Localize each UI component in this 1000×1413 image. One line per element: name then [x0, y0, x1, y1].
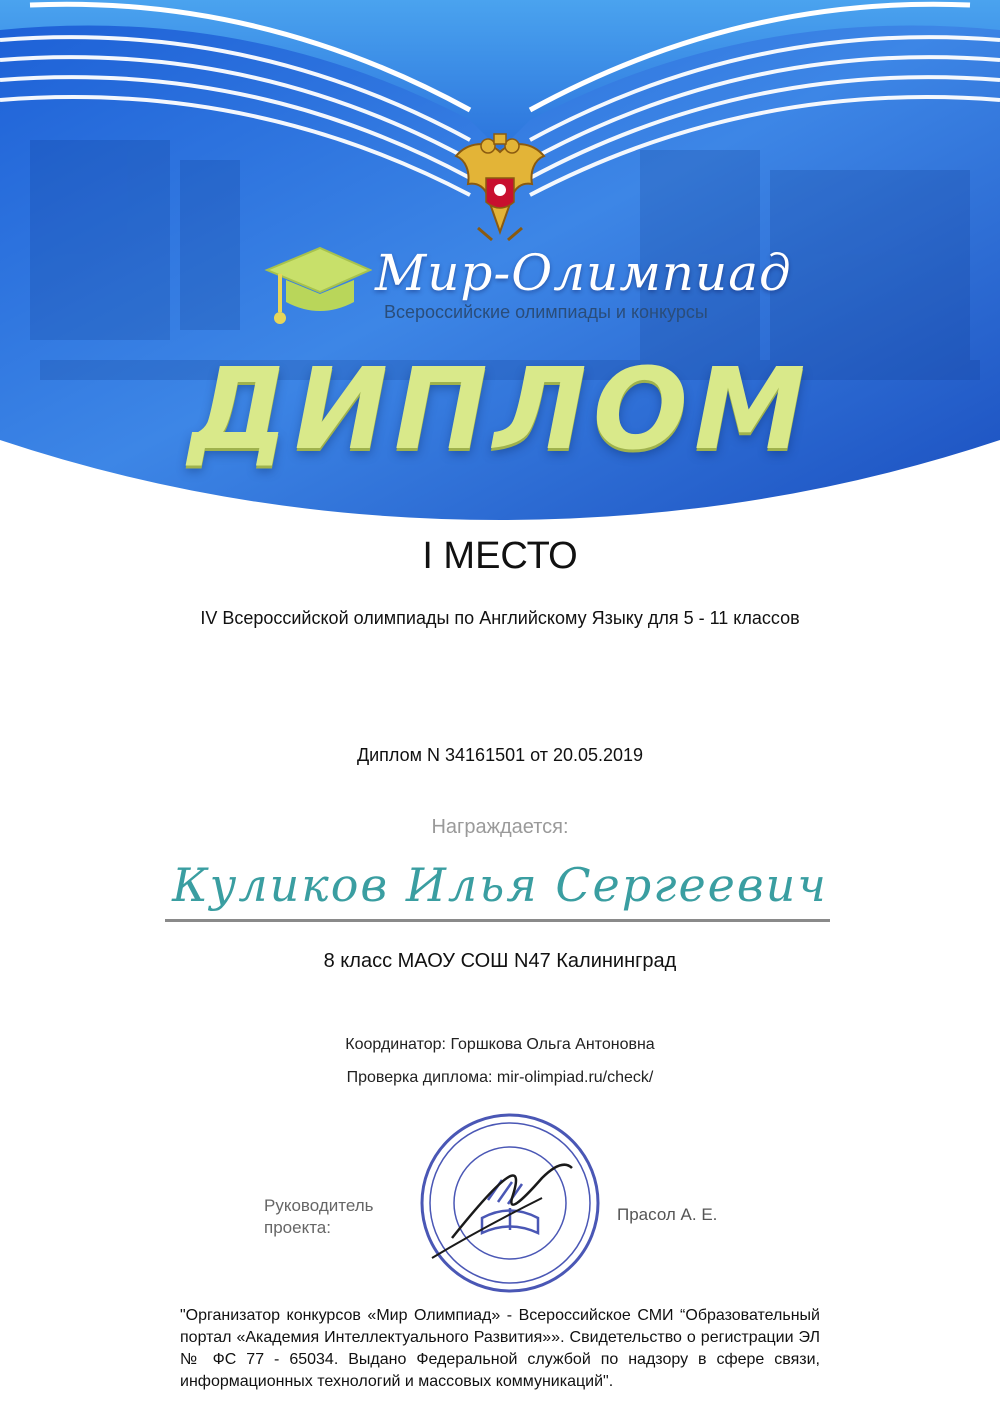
place-heading: I МЕСТО — [422, 535, 578, 577]
graduation-cap-icon — [262, 240, 372, 335]
footer-legal-text: "Организатор конкурсов «Мир Олимпиад» - Всероссийское СМИ “Образовательный портал «Академия Интеллектуального Развития»». Свидетельство о регистрации ЭЛ № ФС 77 - 65034. Выдано Федеральной службой по надзору в сфере связи, информационных технологий и массовых коммуникаций". — [180, 1307, 820, 1390]
school-info: 8 класс МАОУ СОШ N47 Калининград — [323, 950, 677, 972]
leader-name: Прасол А. Е. — [617, 1205, 718, 1224]
olympiad-description: IV Всероссийской олимпиады по Английскому Языку для 5 - 11 классов — [200, 608, 800, 628]
diploma-number: Диплом N 34161501 от 20.05.2019 — [356, 745, 644, 765]
coat-of-arms-icon — [448, 132, 552, 248]
recipient-name: Куликов Илья Сергеевич — [172, 858, 828, 912]
leader-label: Руководитель проекта: — [264, 1196, 374, 1237]
name-underline — [165, 919, 830, 922]
diploma-title: ДИПЛОМ — [188, 345, 812, 475]
brand-tagline: Всероссийские олимпиады и конкурсы — [384, 302, 708, 322]
coordinator: Координатор: Горшкова Ольга Антоновна — [345, 1036, 655, 1053]
stamp-seal — [412, 1108, 608, 1298]
awarded-label: Награждается: — [431, 816, 569, 838]
diploma-check-link: Проверка диплома: mir-olimpiad.ru/check/ — [346, 1069, 654, 1086]
brand-name: Мир-Олимпиад — [375, 244, 792, 302]
header-banner — [0, 0, 1000, 520]
